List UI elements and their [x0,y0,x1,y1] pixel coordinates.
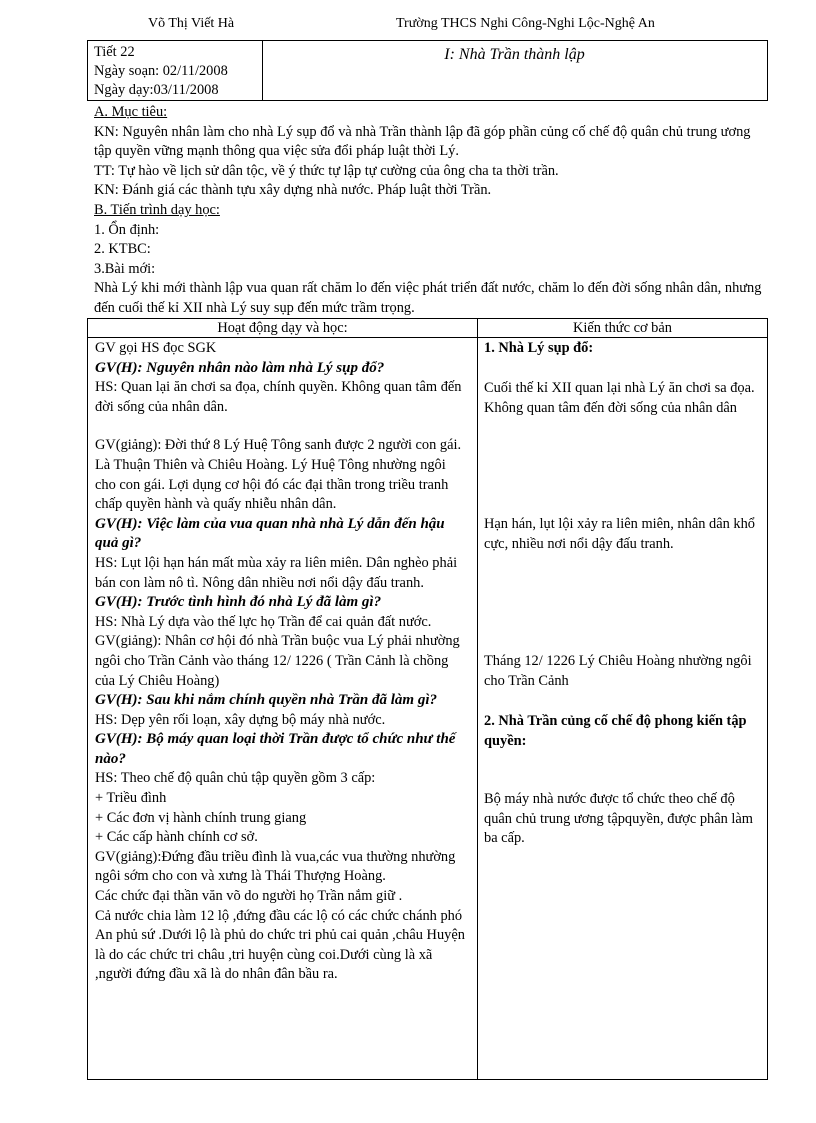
teacher-question: GV(H): Sau khi nắm chính quyền nhà Trần đã làm gì? [95,692,438,709]
table-row: GV(giảng): Nhân cơ hội đó nhà Trần buộc vua Lý phải nhường ngôi cho Trần Cảnh vào tháng 12/ 1226 ( Trần Cảnh là chồng của Lý Chiêu Hoàng) [95,633,460,689]
lesson-taught-date: Ngày dạy:03/11/2008 [94,82,219,98]
teacher-question: GV(H): Bộ máy quan loại thời Trần được tổ chức như thế nào? [95,731,456,767]
knowledge-item: Bộ máy nhà nước được tổ chức theo chế độ quân chủ trung ương tậpquyền, được phân làm ba cấp. [484,791,754,847]
table-row: HS: Lụt lội hạn hán mất mùa xảy ra liên miên. Dân nghèo phải bán con làm nô tì. Nông dân nhiều nơi nổi dậy đấu tranh. [95,554,458,591]
table-row: Các chức đại thần văn võ do người họ Trần nắm giữ . [95,888,403,905]
process-step2: 2. KTBC: [94,241,151,258]
process-step3: 3.Bài mới: [94,260,156,277]
activities-column [95,339,469,985]
lesson-prepared-date: Ngày soạn: 02/11/2008 [94,63,228,79]
section-heading: 1. Nhà Lý sụp đổ: [484,340,594,356]
table-row: + Triều đình [95,790,167,807]
table-row: GV gọi HS đọc SGK [95,340,217,356]
header-school: Trường THCS Nghi Công-Nghi Lộc-Nghệ An [396,16,655,31]
objective-kn2: KN: Đánh giá các thành tựu xây dựng nhà nước. Pháp luật thời Trần. [94,182,492,199]
table-row: HS: Theo chế độ quân chủ tập quyền gồm 3 cấp: [95,770,376,787]
lesson-info-table [87,40,768,101]
col-header-activities: Hoạt động dạy và học: [217,320,348,336]
objectives-heading: A. Mục tiêu: [94,104,168,120]
column-divider [477,319,478,1079]
teacher-question: GV(H): Nguyên nhân nào làm nhà Lý sụp đổ? [95,359,385,376]
table-row: GV(giảng): Đời thứ 8 Lý Huệ Tông sanh được 2 người con gái. Là Thuận Thiên và Chiêu Hoàng. Lý Huệ Tông nhường ngôi cho con gái. Lợi dụng cơ hội đó các đại thần trong triều tranh chấp quyền hành và quấy nhiễu nhân dân. [95,437,462,513]
table-row: GV(giảng):Đứng đầu triều đình là vua,các vua thường nhường ngôi sớm cho con và xưng là Thái Thượng Hoàng. [95,848,456,885]
process-intro: Nhà Lý khi mới thành lập vua quan rất chăm lo đến việc phát triển đất nước, chăm lo đến đời sống nhân dân, nhưng đến cuối thế kỉ XII nhà Lý suy sụp đến mức trầm trọng. [94,280,762,316]
section-heading: 2. Nhà Trần củng cố chế độ phong kiến tập quyền: [484,713,747,749]
intro-section [94,103,766,319]
table-row: Cả nước chia làm 12 lộ ,đứng đầu các lộ có các chức chánh phó An phủ sứ .Dưới lộ là phủ do chức tri phủ cai quản ,châu Huyện là do các chức tri châu ,tri huyện cùng coi.Dưới cùng là xã ,người đứng đầu xã là do nhân đân bầu ra. [95,907,465,983]
lesson-period: Tiết 22 [94,44,135,60]
lesson-meta [94,43,228,100]
header-divider [88,337,767,338]
table-row: + Các đơn vị hành chính trung giang [95,809,307,826]
table-row: + Các cấp hành chính cơ sở. [95,829,258,846]
knowledge-item: Cuối thế kỉ XII quan lại nhà Lý ăn chơi sa đọa. Không quan tâm đến đời sống của nhân dân [484,380,755,416]
teacher-question: GV(H): Trước tình hình đó nhà Lý đã làm gì? [95,594,382,611]
process-step1: 1. Ổn định: [94,221,160,238]
header-author: Võ Thị Viết Hà [148,16,235,31]
teacher-question: GV(H): Việc làm của vua quan nhà nhà Lý dẫn đến hậu quả gì? [95,515,445,552]
objective-kn1: KN: Nguyên nhân làm cho nhà Lý sụp đổ và nhà Trần thành lập đã góp phần củng cố chế độ quân chủ trung ương tập quyền vững mạnh thông qua việc sửa đổi pháp luật thời Lý. [94,123,751,160]
lesson-table [87,318,768,1080]
table-row: HS: Dẹp yên rối loạn, xây dựng bộ máy nhà nước. [95,711,386,728]
process-heading: B. Tiến trình dạy học: [94,201,220,218]
knowledge-item: Hạn hán, lụt lội xảy ra liên miên, nhân dân khổ cực, nhiều nơi nổi dậy đấu tranh. [484,516,755,552]
table-row: HS: Nhà Lý dựa vào thế lực họ Trần để cai quản đất nước. [95,613,432,630]
col-header-knowledge: Kiến thức cơ bản [573,320,672,336]
objective-tt: TT: Tự hào về lịch sử dân tộc, về ý thức tự lập tự cường của ông cha ta thời trần. [94,162,559,179]
knowledge-item: Tháng 12/ 1226 Lý Chiêu Hoàng nhường ngôi cho Trần Cảnh [484,653,752,689]
table-row: HS: Quan lại ăn chơi sa đọa, chính quyền. Không quan tâm đến đời sống của nhân dân. [95,379,462,415]
lesson-title: I: Nhà Trần thành lập [444,46,585,63]
